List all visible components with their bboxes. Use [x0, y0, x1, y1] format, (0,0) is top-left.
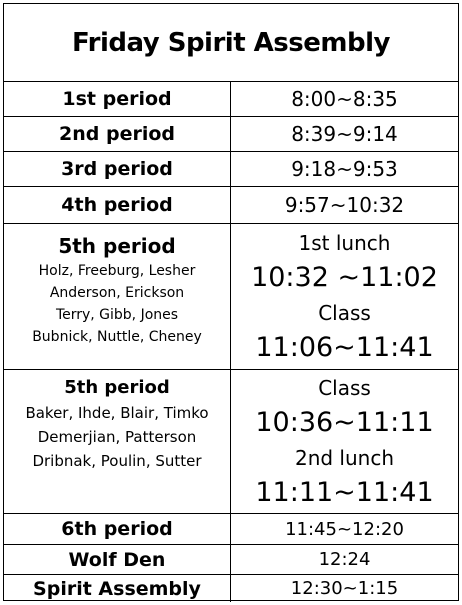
- period-label: 6th period: [61, 518, 173, 540]
- period-time: 8:00~8:35: [291, 87, 398, 111]
- lunch-label: 1st lunch: [298, 230, 391, 255]
- table-row: [4, 117, 458, 152]
- class-time: 10:36~11:11: [255, 406, 434, 438]
- period-label: 1st period: [62, 88, 172, 110]
- table-row: [4, 545, 458, 575]
- period-time: 12:24: [318, 549, 371, 570]
- period-time: 9:18~9:53: [291, 157, 398, 181]
- table-row: [4, 82, 458, 117]
- table-row: [4, 575, 458, 602]
- table-row: [4, 370, 458, 514]
- period-time: 8:39~9:14: [291, 122, 398, 146]
- lunch-time: 11:11~11:41: [255, 476, 434, 508]
- teacher-names: Bubnick, Nuttle, Cheney: [32, 329, 202, 345]
- lunch-label: 2nd lunch: [294, 445, 395, 470]
- period-label: 5th period: [58, 234, 176, 258]
- period-time: 11:45~12:20: [285, 518, 404, 540]
- teacher-names: Holz, Freeburg, Lesher: [38, 263, 196, 279]
- teacher-names: Baker, Ihde, Blair, Timko: [25, 404, 209, 422]
- period-label: 3rd period: [61, 158, 173, 180]
- period-time: 12:30~1:15: [290, 578, 399, 599]
- period-time: 9:57~10:32: [284, 193, 405, 217]
- teacher-names: Terry, Gibb, Jones: [55, 307, 179, 323]
- class-time: 11:06~11:41: [255, 331, 434, 363]
- period-label: Spirit Assembly: [33, 577, 201, 600]
- table-row: [4, 152, 458, 187]
- teacher-names: Anderson, Erickson: [49, 285, 185, 301]
- table-row: [4, 514, 458, 545]
- period-label: 4th period: [61, 194, 173, 216]
- table-row: [4, 187, 458, 224]
- class-label: Class: [318, 375, 371, 400]
- period-label: 5th period: [64, 377, 170, 398]
- period-label: 2nd period: [59, 123, 175, 145]
- class-label: Class: [318, 300, 371, 325]
- page-title: Friday Spirit Assembly: [4, 4, 458, 82]
- table-row: [4, 224, 458, 370]
- teacher-names: Demerjian, Patterson: [37, 428, 197, 446]
- schedule-table: [3, 3, 459, 601]
- teacher-names: Dribnak, Poulin, Sutter: [32, 452, 202, 470]
- lunch-time: 10:32 ~11:02: [251, 261, 438, 293]
- period-label: Wolf Den: [68, 548, 166, 571]
